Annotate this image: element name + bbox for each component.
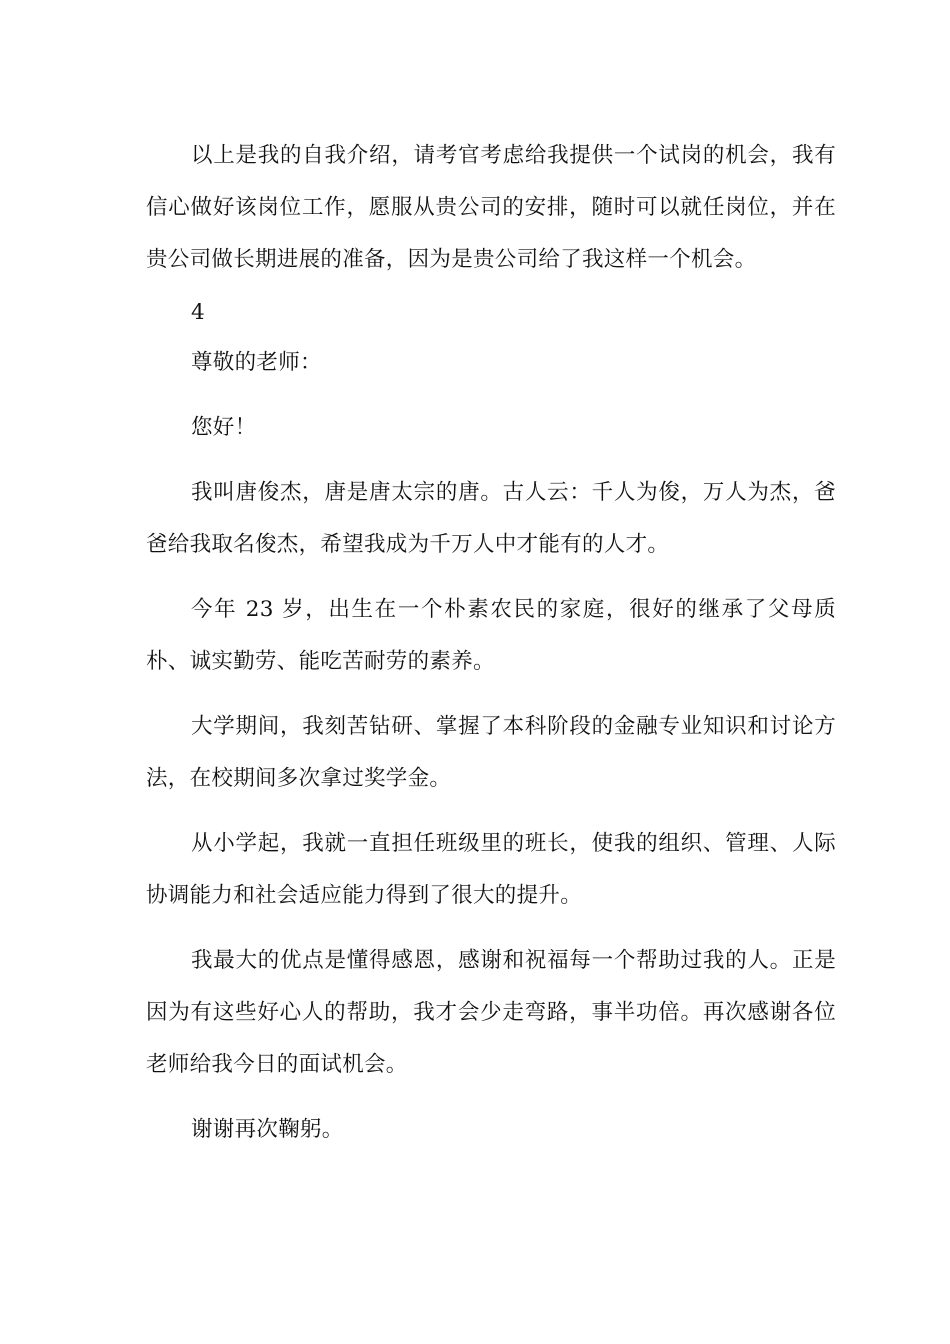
document-body (146, 130, 836, 1169)
paragraph-salutation: 尊敬的老师： (191, 350, 322, 375)
paragraph-closing: 谢谢再次鞠躬。 (191, 1117, 344, 1142)
paragraph-name: 我叫唐俊杰，唐是唐太宗的唐。古人云：千人为俊，万人为杰，爸爸给我取名俊杰，希望我成为千万人中才能有的人才。 (146, 480, 836, 557)
section-number: 4 (191, 300, 205, 325)
paragraph-leadership: 从小学起，我就一直担任班级里的班长，使我的组织、管理、人际协调能力和社会适应能力得到了很大的提升。 (146, 831, 836, 908)
paragraph-closing-intro: 以上是我的自我介绍，请考官考虑给我提供一个试岗的机会，我有信心做好该岗位工作，愿服从贵公司的安排，随时可以就任岗位，并在贵公司做长期进展的准备，因为是贵公司给了我这样一个机会。 (146, 143, 836, 272)
paragraph-greeting: 您好！ (191, 415, 257, 440)
paragraph-university: 大学期间，我刻苦钻研、掌握了本科阶段的金融专业知识和讨论方法，在校期间多次拿过奖学金。 (146, 714, 836, 791)
paragraph-gratitude: 我最大的优点是懂得感恩，感谢和祝福每一个帮助过我的人。正是因为有这些好心人的帮助，我才会少走弯路，事半功倍。再次感谢各位老师给我今日的面试机会。 (146, 948, 836, 1077)
paragraph-background: 今年 23 岁，出生在一个朴素农民的家庭，很好的继承了父母质朴、诚实勤劳、能吃苦耐劳的素养。 (146, 597, 836, 674)
